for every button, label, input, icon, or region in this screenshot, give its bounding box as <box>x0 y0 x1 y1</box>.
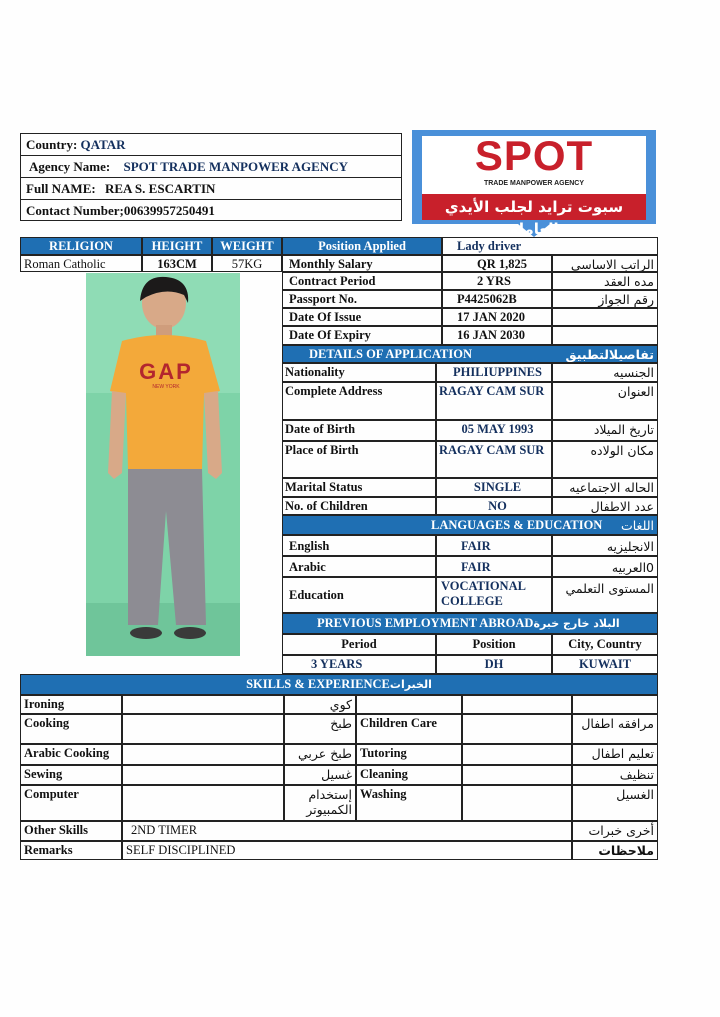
skills-title-ar: الخبرات <box>389 678 432 691</box>
emp-position-header: Position <box>436 634 552 655</box>
height-header: HEIGHT <box>142 237 212 255</box>
fullname-row <box>21 178 401 200</box>
details-row-label: No. of Children <box>282 497 436 515</box>
agency-value: SPOT TRADE MANPOWER AGENCY <box>123 159 349 174</box>
weight-header: WEIGHT <box>212 237 282 255</box>
details-row-ar: العنوان <box>552 382 658 420</box>
agency-label: Agency Name: <box>29 159 111 174</box>
remarks-ar: ملاحظات <box>572 841 658 860</box>
language-row-value: FAIR <box>436 535 552 556</box>
skill-row-blank <box>122 765 284 785</box>
skill-row-ar2: الغسيل <box>572 785 658 821</box>
language-row-ar: المستوى التعلمي <box>552 577 658 613</box>
details-row-value: RAGAY CAM SUR <box>436 441 552 478</box>
skill-row-blank <box>122 744 284 765</box>
contract-row-ar: الراتب الاساسي <box>552 255 658 272</box>
city-value: KUWAIT <box>552 655 658 674</box>
contract-row-label: Date Of Issue <box>282 308 442 326</box>
skill-row-ar: طبخ <box>284 714 356 744</box>
skill-row-ar: كوي <box>284 695 356 714</box>
other-skills-label: Other Skills <box>20 821 122 841</box>
contract-row-ar: رقم الجواز <box>552 290 658 308</box>
contact-row <box>21 200 401 220</box>
language-row-value: FAIR <box>436 556 552 577</box>
contact-value: 00639957250491 <box>123 203 215 218</box>
employment-title: PREVIOUS EMPLOYMENT ABROAD <box>317 616 534 630</box>
details-row-ar: تاريخ الميلاد <box>552 420 658 441</box>
details-title-ar: تفاصيلالتطبيق <box>565 347 654 362</box>
contract-row-label: Date Of Expiry <box>282 326 442 345</box>
employment-header <box>282 613 658 634</box>
contract-row-value: P4425062B <box>442 290 552 308</box>
fullname-label: Full NAME: <box>26 181 96 196</box>
contract-row-value: 2 YRS <box>442 272 552 290</box>
applicant-photo <box>86 273 240 656</box>
skill-row-label: Cooking <box>20 714 122 744</box>
country-value: QATAR <box>80 137 126 152</box>
details-row-label: Marital Status <box>282 478 436 497</box>
period-value: 3 YEARS <box>282 655 436 674</box>
skill-row-label: Sewing <box>20 765 122 785</box>
contract-row-ar <box>552 308 658 326</box>
contract-row-label: Monthly Salary <box>282 255 442 272</box>
details-row-value: NO <box>436 497 552 515</box>
height-value: 163CM <box>142 255 212 272</box>
shirt-logo-text: GAP <box>139 359 193 384</box>
skill-row-ar2: مرافقه اطفال <box>572 714 658 744</box>
remarks-label: Remarks <box>20 841 122 860</box>
skill-row-ar: إستخدام الكمبيوتر <box>284 785 356 821</box>
contract-row-ar: مده العقد <box>552 272 658 290</box>
details-row-value: SINGLE <box>436 478 552 497</box>
other-skills-ar: أخرى خبرات <box>572 821 658 841</box>
skill-row-label2 <box>356 695 462 714</box>
logo-arabic: سبوت ترايد لجلب الأيدي العاملة <box>444 198 624 238</box>
fullname-value: REA S. ESCARTIN <box>104 181 216 196</box>
position-header: Position Applied <box>282 237 442 255</box>
language-row-label: Arabic <box>282 556 436 577</box>
details-title: DETAILS OF APPLICATION <box>309 347 472 361</box>
remarks-value: SELF DISCIPLINED <box>122 841 572 860</box>
details-row-value: RAGAY CAM SUR <box>436 382 552 420</box>
skill-row-blank2 <box>462 785 572 821</box>
skills-title: SKILLS & EXPERIENCE <box>246 677 390 691</box>
skill-row-blank2 <box>462 695 572 714</box>
details-row-value: 05 MAY 1993 <box>436 420 552 441</box>
contact-label: Contact Number; <box>26 203 124 218</box>
other-skills-value: 2ND TIMER <box>122 821 572 841</box>
skill-row-label2: Washing <box>356 785 462 821</box>
religion-value: Roman Catholic <box>20 255 142 272</box>
languages-title-ar: اللغات <box>620 518 654 533</box>
details-row-label: Nationality <box>282 363 436 382</box>
contract-row-value: 17 JAN 2020 <box>442 308 552 326</box>
religion-header: RELIGION <box>20 237 142 255</box>
language-row-ar: الانجليزيه <box>552 535 658 556</box>
agency-logo <box>412 130 656 238</box>
language-row-label: Education <box>282 577 436 613</box>
country-row <box>21 134 401 156</box>
skill-row-label: Ironing <box>20 695 122 714</box>
skill-row-label2: Tutoring <box>356 744 462 765</box>
details-row-label: Date of Birth <box>282 420 436 441</box>
language-row-value: VOCATIONAL COLLEGE <box>436 577 552 613</box>
agency-row <box>21 156 401 178</box>
details-row-ar: الحاله الاجتماعيه <box>552 478 658 497</box>
details-row-value: PHILIUPPINES <box>436 363 552 382</box>
skill-row-blank <box>122 695 284 714</box>
skill-row-ar2 <box>572 695 658 714</box>
emp-position-value: DH <box>436 655 552 674</box>
skill-row-blank2 <box>462 714 572 744</box>
languages-title: LANGUAGES & EDUCATION <box>431 518 603 532</box>
language-row-label: English <box>282 535 436 556</box>
city-header: City, Country <box>552 634 658 655</box>
details-row-label: Complete Address <box>282 382 436 420</box>
skill-row-label: Computer <box>20 785 122 821</box>
details-row-ar: الجنسيه <box>552 363 658 382</box>
period-header: Period <box>282 634 436 655</box>
skill-row-label2: Cleaning <box>356 765 462 785</box>
contract-row-label: Contract Period <box>282 272 442 290</box>
position-value: Lady driver <box>442 237 658 255</box>
skill-row-blank2 <box>462 765 572 785</box>
skill-row-ar2: تعليم اطفال <box>572 744 658 765</box>
weight-value: 57KG <box>212 255 282 272</box>
logo-subtitle: TRADE MANPOWER AGENCY <box>483 180 585 187</box>
skill-row-ar: طبخ عربي <box>284 744 356 765</box>
skill-row-blank <box>122 785 284 821</box>
details-row-ar: عدد الاطفال <box>552 497 658 515</box>
skill-row-label: Arabic Cooking <box>20 744 122 765</box>
language-row-ar: 0العربيه <box>552 556 658 577</box>
skills-header <box>20 674 658 695</box>
contract-row-value: 16 JAN 2030 <box>442 326 552 345</box>
skill-row-blank <box>122 714 284 744</box>
skill-row-blank2 <box>462 744 572 765</box>
contract-row-label: Passport No. <box>282 290 442 308</box>
skill-row-ar2: تنظيف <box>572 765 658 785</box>
shirt-logo-sub: NEW YORK <box>152 384 180 390</box>
skill-row-label2: Children Care <box>356 714 462 744</box>
contract-row-value: QR 1,825 <box>442 255 552 272</box>
details-row-ar: مكان الولاده <box>552 441 658 478</box>
logo-text: SPOT <box>474 132 594 179</box>
header-info-box <box>20 133 402 221</box>
employment-title-ar: البلاد خارج خبرة <box>533 617 620 630</box>
photo-image <box>86 273 240 656</box>
contract-row-ar <box>552 326 658 345</box>
skill-row-ar: غسيل <box>284 765 356 785</box>
country-label: Country: <box>26 137 78 152</box>
details-row-label: Place of Birth <box>282 441 436 478</box>
